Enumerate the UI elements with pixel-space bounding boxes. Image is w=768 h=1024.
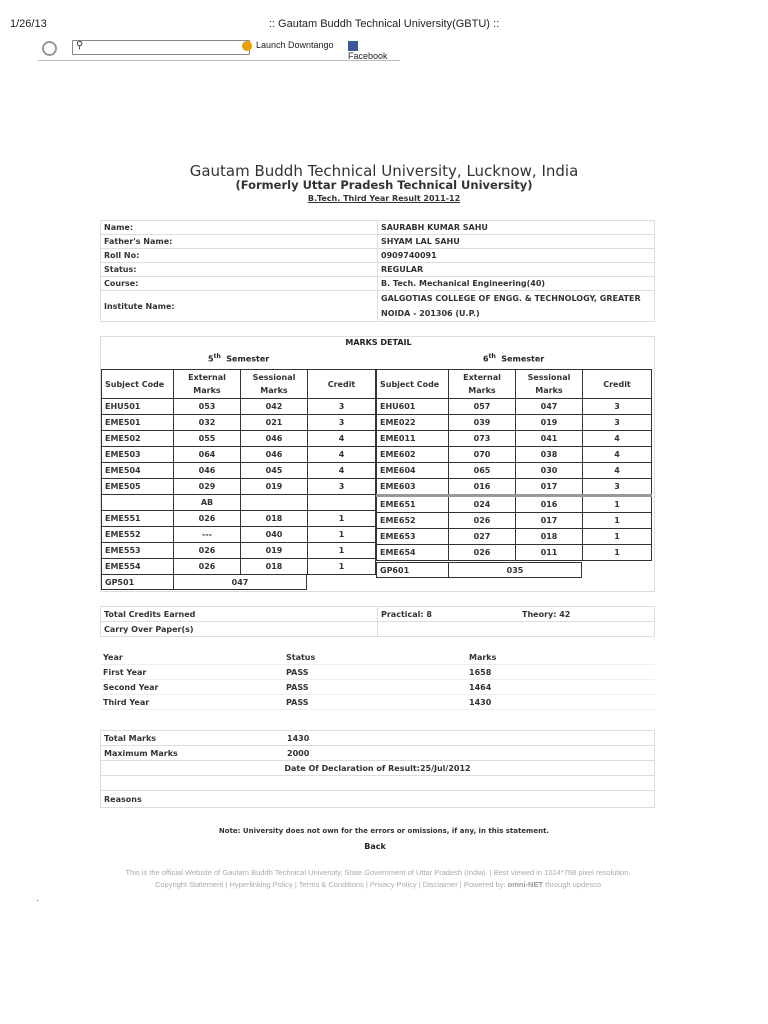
declaration-date: Date Of Declaration of Result:25/Jul/2012 <box>101 761 655 776</box>
year-name: Third Year <box>100 695 283 710</box>
info-value: B. Tech. Mechanical Engineering(40) <box>378 277 655 291</box>
page-dot: . <box>36 894 39 904</box>
gp-value: 047 <box>174 575 307 590</box>
sessional-marks: 045 <box>241 463 308 479</box>
external-marks: 046 <box>174 463 241 479</box>
table-row <box>102 447 376 463</box>
blank-row <box>101 776 655 791</box>
table-row <box>377 463 652 479</box>
subject-code-header: Subject Code <box>102 370 174 399</box>
gp-code: GP501 <box>102 575 174 590</box>
sessional-marks: 011 <box>516 545 583 561</box>
year-status: PASS <box>283 665 466 680</box>
table-row <box>377 513 652 529</box>
sem6-number: 6 <box>483 354 489 364</box>
absent-marker: AB <box>174 495 241 511</box>
table-row <box>102 415 376 431</box>
year-marks: 1430 <box>466 695 655 710</box>
subject-code-header: Subject Code <box>377 370 449 399</box>
subject-code: EME652 <box>377 513 449 529</box>
table-row <box>377 447 652 463</box>
table-row <box>102 527 376 543</box>
subject-code: EME654 <box>377 545 449 561</box>
footer-links[interactable]: Copyright Statement | Hyperlinking Policy | Terms & Conditions | Privacy Policy | Disclaimer | Powered by: <box>154 880 508 889</box>
info-label: Roll No: <box>101 249 378 263</box>
table-row <box>377 496 652 513</box>
table-cell <box>308 495 376 511</box>
gp-row <box>102 575 307 590</box>
sem6-label: Semester <box>501 354 545 364</box>
credit: 3 <box>583 399 652 415</box>
footer-suffix: through updesco <box>543 880 602 889</box>
marks-header-row <box>102 370 376 399</box>
year-name: Second Year <box>100 680 283 695</box>
subject-code: EHU501 <box>102 399 174 415</box>
year-wise-results-table <box>100 650 655 724</box>
carry-over-value <box>378 622 655 637</box>
total-credits-label: Total Credits Earned <box>101 607 378 622</box>
sem5-number: 5 <box>208 354 214 364</box>
external-marks: 039 <box>449 415 516 431</box>
sessional-marks: 019 <box>241 479 308 495</box>
table-row <box>377 399 652 415</box>
sem6-suffix: th <box>488 353 496 360</box>
external-marks-header: External Marks <box>174 370 241 399</box>
external-marks: 057 <box>449 399 516 415</box>
sessional-marks-header: Sessional Marks <box>516 370 583 399</box>
external-marks: 053 <box>174 399 241 415</box>
credit-header: Credit <box>308 370 376 399</box>
external-marks: 026 <box>449 545 516 561</box>
credit: 4 <box>308 431 376 447</box>
external-marks: 073 <box>449 431 516 447</box>
year-name: First Year <box>100 665 283 680</box>
year-status: PASS <box>283 680 466 695</box>
external-marks-header: External Marks <box>449 370 516 399</box>
subject-code: EME551 <box>102 511 174 527</box>
gp-row <box>377 563 582 578</box>
sem5-label: Semester <box>226 354 270 364</box>
subject-code: EME602 <box>377 447 449 463</box>
year-row <box>100 665 655 680</box>
launch-label: Launch Downtango <box>256 40 334 50</box>
table-row <box>102 399 376 415</box>
table-row <box>377 415 652 431</box>
practical-credits: Practical: 8 <box>378 607 520 622</box>
info-row-status <box>101 263 655 277</box>
subject-code: EME505 <box>102 479 174 495</box>
year-row <box>100 680 655 695</box>
subject-code: EHU601 <box>377 399 449 415</box>
facebook-label: Facebook <box>348 50 388 61</box>
info-label: Course: <box>101 277 378 291</box>
info-label: Status: <box>101 263 378 277</box>
credit: 1 <box>308 511 376 527</box>
sessional-marks: 047 <box>516 399 583 415</box>
subject-code: EME022 <box>377 415 449 431</box>
info-row-course <box>101 277 655 291</box>
sessional-marks: 046 <box>241 431 308 447</box>
sessional-marks: 041 <box>516 431 583 447</box>
year-header: Year <box>100 650 283 665</box>
table-row <box>102 431 376 447</box>
external-marks: 016 <box>449 479 516 496</box>
launch-downtango-button[interactable] <box>242 40 334 51</box>
year-marks: 1464 <box>466 680 655 695</box>
info-row-father <box>101 235 655 249</box>
reasons-label: Reasons <box>101 791 655 808</box>
external-marks: 032 <box>174 415 241 431</box>
info-value: 0909740091 <box>378 249 655 263</box>
credit: 3 <box>308 399 376 415</box>
subject-code: EME552 <box>102 527 174 543</box>
carry-over-label: Carry Over Paper(s) <box>101 622 378 637</box>
external-marks: 070 <box>449 447 516 463</box>
external-marks: 026 <box>449 513 516 529</box>
marks-detail-panel <box>100 336 655 592</box>
student-info-table <box>100 220 655 322</box>
credit: 4 <box>308 463 376 479</box>
footer-official-line: This is the official Website of Gautam Buddh Technical University, State Government of Uttar Pradesh (India). | Best viewed in 1024*768 pixel resolution. <box>125 868 631 877</box>
external-marks: 055 <box>174 431 241 447</box>
subject-code: EME604 <box>377 463 449 479</box>
sessional-marks: 019 <box>516 415 583 431</box>
external-marks: 065 <box>449 463 516 479</box>
total-marks-value: 1430 <box>284 731 655 746</box>
info-label: Name: <box>101 221 378 235</box>
semester-5-heading <box>208 353 269 364</box>
credit: 4 <box>308 447 376 463</box>
sessional-marks: 040 <box>241 527 308 543</box>
sessional-marks: 018 <box>516 529 583 545</box>
credit: 1 <box>308 559 376 575</box>
semester-6-marks-table <box>376 369 652 561</box>
semester-5-marks-table <box>101 369 376 575</box>
theory-credits: Theory: 42 <box>519 607 655 622</box>
subject-code: EME503 <box>102 447 174 463</box>
sessional-marks: 017 <box>516 479 583 496</box>
table-row <box>102 463 376 479</box>
marks-header: Marks <box>466 650 655 665</box>
year-status: PASS <box>283 695 466 710</box>
subject-code: EME504 <box>102 463 174 479</box>
table-row <box>377 545 652 561</box>
external-marks: 064 <box>174 447 241 463</box>
declaration-row <box>101 761 655 776</box>
subject-code: EME603 <box>377 479 449 496</box>
university-name: Gautam Buddh Technical University, Lucknow, India <box>189 162 579 180</box>
table-row <box>377 479 652 496</box>
info-row-name <box>101 221 655 235</box>
marks-detail-title: MARKS DETAIL <box>345 338 412 347</box>
totals-table <box>100 730 655 808</box>
maximum-marks-label: Maximum Marks <box>101 746 285 761</box>
credit: 1 <box>583 496 652 513</box>
subject-code: EME502 <box>102 431 174 447</box>
table-row <box>377 529 652 545</box>
info-value: SAURABH KUMAR SAHU <box>378 221 655 235</box>
years-header-row <box>100 650 655 665</box>
sessional-marks: 016 <box>516 496 583 513</box>
info-value: REGULAR <box>378 263 655 277</box>
total-marks-label: Total Marks <box>101 731 285 746</box>
info-value: SHYAM LAL SAHU <box>378 235 655 249</box>
info-label: Institute Name: <box>101 291 378 322</box>
external-marks: 027 <box>449 529 516 545</box>
table-row <box>102 511 376 527</box>
table-cell <box>241 495 308 511</box>
subject-code: EME653 <box>377 529 449 545</box>
subject-code: EME553 <box>102 543 174 559</box>
sessional-marks: 038 <box>516 447 583 463</box>
credit-header: Credit <box>583 370 652 399</box>
university-former-name: (Formerly Uttar Pradesh Technical University) <box>235 178 533 192</box>
info-label: Father's Name: <box>101 235 378 249</box>
facebook-icon <box>348 41 358 51</box>
facebook-button[interactable] <box>348 40 400 61</box>
info-value: GALGOTIAS COLLEGE OF ENGG. & TECHNOLOGY, GREATER NOIDA - 201306 (U.P.) <box>378 291 655 322</box>
table-row <box>377 431 652 447</box>
credit: 3 <box>583 479 652 496</box>
print-page-title: :: Gautam Buddh Technical University(GBTU) :: <box>268 18 500 30</box>
back-link[interactable]: Back <box>364 842 386 851</box>
external-marks: 024 <box>449 496 516 513</box>
subject-code: EME651 <box>377 496 449 513</box>
external-marks: 026 <box>174 543 241 559</box>
subject-code: EME011 <box>377 431 449 447</box>
table-cell <box>100 710 655 725</box>
credit: 1 <box>308 527 376 543</box>
carry-over-row <box>101 622 655 637</box>
browser-toolbar <box>38 38 400 61</box>
footer-links-line <box>0 880 756 889</box>
semester-6-heading <box>483 353 544 364</box>
spacer-row <box>100 710 655 725</box>
sessional-marks: 021 <box>241 415 308 431</box>
credit: 1 <box>583 529 652 545</box>
powered-by-link[interactable]: omni-NET <box>507 880 544 889</box>
toolbar-search-input[interactable] <box>72 40 250 55</box>
external-marks: 026 <box>174 511 241 527</box>
subject-code: EME501 <box>102 415 174 431</box>
info-row-roll <box>101 249 655 263</box>
sessional-marks: 030 <box>516 463 583 479</box>
sessional-marks: 046 <box>241 447 308 463</box>
result-title: B.Tech. Third Year Result 2011-12 <box>307 194 461 203</box>
credit: 1 <box>308 543 376 559</box>
credit: 3 <box>308 479 376 495</box>
downtango-icon <box>242 41 252 51</box>
table-row <box>102 479 376 495</box>
print-date: 1/26/13 <box>10 18 47 30</box>
external-marks: 029 <box>174 479 241 495</box>
status-header: Status <box>283 650 466 665</box>
semester-6-gp-table <box>376 562 582 578</box>
table-cell <box>102 495 174 511</box>
subject-code: EME554 <box>102 559 174 575</box>
marks-header-row <box>377 370 652 399</box>
gp-value: 035 <box>449 563 582 578</box>
sessional-marks: 018 <box>241 511 308 527</box>
credit: 3 <box>583 415 652 431</box>
sessional-marks-header: Sessional Marks <box>241 370 308 399</box>
year-row <box>100 695 655 710</box>
credit: 1 <box>583 545 652 561</box>
table-row <box>102 543 376 559</box>
table-row <box>102 559 376 575</box>
maximum-marks-row <box>101 746 655 761</box>
credit: 4 <box>583 463 652 479</box>
gp-code: GP601 <box>377 563 449 578</box>
credit: 1 <box>583 513 652 529</box>
semester-5-gp-table <box>101 574 307 590</box>
sessional-marks: 019 <box>241 543 308 559</box>
credit: 4 <box>583 431 652 447</box>
credits-row <box>101 607 655 622</box>
disclaimer-note: Note: University does not own for the errors or omissions, if any, in this statement. <box>218 827 550 835</box>
sem5-suffix: th <box>213 353 221 360</box>
credit: 4 <box>583 447 652 463</box>
maximum-marks-value: 2000 <box>284 746 655 761</box>
sessional-marks: 042 <box>241 399 308 415</box>
credit: 3 <box>308 415 376 431</box>
credits-summary-table <box>100 606 655 637</box>
sessional-marks: 018 <box>241 559 308 575</box>
external-marks: 026 <box>174 559 241 575</box>
search-icon: ⚲ <box>76 40 84 51</box>
year-marks: 1658 <box>466 665 655 680</box>
external-marks: --- <box>174 527 241 543</box>
toolbar-logo-icon <box>42 41 57 56</box>
reasons-row <box>101 791 655 808</box>
sessional-marks: 017 <box>516 513 583 529</box>
table-cell <box>101 776 655 791</box>
total-marks-row <box>101 731 655 746</box>
info-row-institute <box>101 291 655 322</box>
ab-row <box>102 495 376 511</box>
